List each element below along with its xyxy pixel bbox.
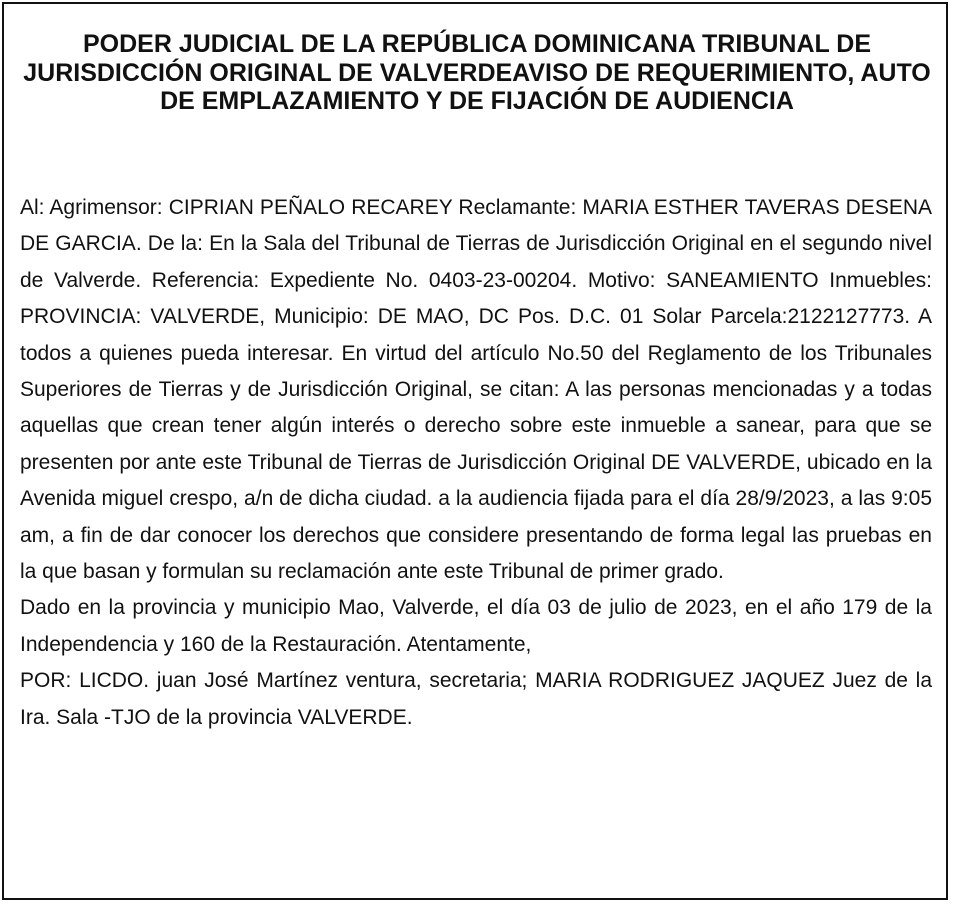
notice-paragraph-dated: Dado en la provincia y municipio Mao, Valverde, el día 03 de julio de 2023, en el año 179 de la Independencia y 160 de la Restauración. Atentamente, [20,596,932,656]
notice-paragraph-main: Al: Agrimensor: CIPRIAN PEÑALO RECAREY Reclamante: MARIA ESTHER TAVERAS DESENA DE GARCIA. De la: En la Sala del Tribunal de Tierras de Jurisdicción Original en el segundo nivel de Valverde. Referencia: Expediente No. 0403-23-00204. Motivo: SANEAMIENTO Inmuebles: PROVINCIA: VALVERDE, Municipio: DE MAO, DC Pos. D.C. 01 Solar Parcela:2122127773. A todos a quienes pueda interesar. En virtud del artículo No.50 del Reglamento de los Tribunales Superiores de Tierras y de Jurisdicción Original, se citan: A las personas mencionadas y a todas aquellas que crean tener algún interés o derecho sobre este inmueble a sanear, para que se presenten por ante este Tribunal de Tierras de Jurisdicción Original DE VALVERDE, ubicado en la Avenida miguel crespo, a/n de dicha ciudad. a la audiencia fijada para el día 28/9/2023, a las 9:05 am, a fin de dar conocer los derechos que considere presentando de forma legal las pruebas en la que basan y formulan su reclamación ante este Tribunal de primer grado. [20,196,932,584]
notice-paragraph-signature: POR: LICDO. juan José Martínez ventura, secretaria; MARIA RODRIGUEZ JAQUEZ Juez de la Ira. Sala -TJO de la provincia VALVERDE. [20,669,932,729]
notice-title: PODER JUDICIAL DE LA REPÚBLICA DOMINICANA TRIBUNAL DE JURISDICCIÓN ORIGINAL DE VALVERDEAVISO DE REQUERIMIENTO, AUTO DE EMPLAZAMIENTO Y DE FIJACIÓN DE AUDIENCIA [23,30,931,115]
notice-body [20,190,932,736]
